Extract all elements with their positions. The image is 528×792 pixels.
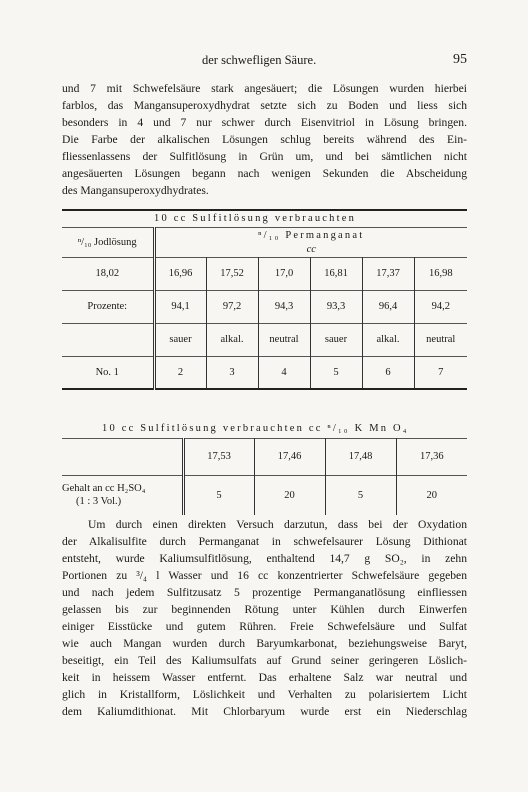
table-cell: 4 <box>258 356 310 389</box>
table-cell: 17,48 <box>325 438 396 475</box>
paragraph-1 <box>62 80 467 199</box>
text-line: der Alkalisulfite durch Permanganat in schwefelsaurer Lösung Dithionat <box>62 535 467 548</box>
table-cell: 17,37 <box>362 257 414 290</box>
text-line: glich in Kristallform, Löslichkeit und Verhalten zu polarisiertem Licht <box>62 688 467 701</box>
table-cell: sauer <box>310 323 362 356</box>
text-line: Portionen zu ³/₄ l Wasser und 16 cc konzentrierter Schwefelsäure gegeben <box>62 569 467 582</box>
table-cell: sauer <box>154 323 206 356</box>
table-cell: 94,2 <box>431 301 450 312</box>
table-cell: neutral <box>258 323 310 356</box>
page-number: 95 <box>453 52 467 67</box>
text-line: wie auch Mangan wurden durch Baryumkarbonat, beziehungsweise Baryt, <box>62 637 467 650</box>
table1-no-label: No. 1 <box>62 356 154 389</box>
table-sulfite-permanganate <box>62 209 467 390</box>
running-head-title: der schwefligen Säure. <box>202 53 317 67</box>
table1-span-header: 10 cc Sulfitlösung verbrauchten <box>154 213 357 225</box>
text-line: entsteht, wurde Kaliumsulfitlösung, enthaltend 14,7 g SO₂, in zehn <box>62 552 467 565</box>
table-kmno4 <box>62 419 467 515</box>
table-cell: 3 <box>206 356 258 389</box>
table2-row-label <box>62 475 183 515</box>
table-cell: 5 <box>183 475 254 515</box>
table-cell: 16,98 <box>428 268 453 279</box>
table-cell: neutral <box>426 334 456 345</box>
table-cell: 2 <box>154 356 206 389</box>
table-cell: 6 <box>362 356 414 389</box>
table1-col-label: ⁿ/₁₀ Jodlösung <box>62 227 154 257</box>
table-cell: 17,46 <box>254 438 325 475</box>
table-cell: 93,3 <box>310 290 362 323</box>
paragraph-2 <box>62 516 467 720</box>
table-cell: 94,1 <box>154 290 206 323</box>
table-cell: 16,81 <box>310 257 362 290</box>
text-line: gelassen bis zur beginnenden Rötung unter Kühlen durch Einwerfen <box>62 603 467 616</box>
table-cell: 97,2 <box>206 290 258 323</box>
text-line: beseitigt, ein Teil des Kaliumsulfats auf Grund seiner geringeren Löslich- <box>62 654 467 667</box>
text-line: fliessenlassens der Sulfitlösung in Grün um, und bei sämtlichen nicht <box>62 150 467 163</box>
table1-jod-value: 18,02 <box>62 257 154 290</box>
table-cell: alkal. <box>362 323 414 356</box>
table-cell: 17,0 <box>258 257 310 290</box>
text-line: keit in heissem Wasser entfernt. Das erhaltene Salz war neutral und <box>62 671 467 684</box>
table-cell: 96,4 <box>362 290 414 323</box>
table-cell: 20 <box>426 489 437 501</box>
text-line: farblos, das Mangansuperoxydhydrat setzte sich zu Boden und liess sich <box>62 99 467 112</box>
table-cell: 7 <box>438 366 444 378</box>
text-line: Die Farbe der alkalischen Lösungen schlug bereits während des Ein- <box>62 133 467 146</box>
text-line: Um durch einen direkten Versuch darzutun, dass bei der Oxydation <box>88 518 467 531</box>
table-cell: alkal. <box>206 323 258 356</box>
text-line: besonders in 4 und 7 nur schwer durch Eisenvitriol in Lösung bringen. <box>62 116 467 129</box>
table1-percent-label: Prozente: <box>62 290 154 323</box>
table2-row-label-line2: (1 : 3 Vol.) <box>76 496 122 508</box>
text-line: einiger Eisstücke und gutem Rühren. Freie Schwefelsäure und Sulfat <box>62 620 467 633</box>
text-line: und nach jedem Sulfitzusatz 5 prozentige Permanganatlösung einfliessen <box>62 586 467 599</box>
table2-span-header: 10 cc Sulfitlösung verbrauchten cc ⁿ/₁₀ K Mn O₄ <box>102 422 409 434</box>
table-cell: 5 <box>325 475 396 515</box>
table2-row-label-line1: Gehalt an cc H₂SO₄ <box>62 483 146 495</box>
table1-perm-label: ⁿ/₁₀ Permanganat <box>258 229 365 241</box>
text-line: des Mangansuperoxydhydrates. <box>62 184 209 197</box>
table-cell: 20 <box>254 475 325 515</box>
text-line: dem Kaliumdithionat. Mit Chlorbaryum wurde erst ein Niederschlag <box>62 705 467 718</box>
table-cell: 94,3 <box>258 290 310 323</box>
table1-perm-unit: cc <box>306 244 316 256</box>
table-cell: 5 <box>310 356 362 389</box>
table-cell: 17,36 <box>419 451 444 462</box>
text-line: angesäuerten Lösungen begann nach wenigen Sekunden die Abscheidung <box>62 167 467 180</box>
table-cell: 17,53 <box>183 438 254 475</box>
table-cell: 17,52 <box>206 257 258 290</box>
table-cell: 16,96 <box>154 257 206 290</box>
text-line: und 7 mit Schwefelsäure stark angesäuert; die Lösungen wurden hierbei <box>62 82 467 95</box>
